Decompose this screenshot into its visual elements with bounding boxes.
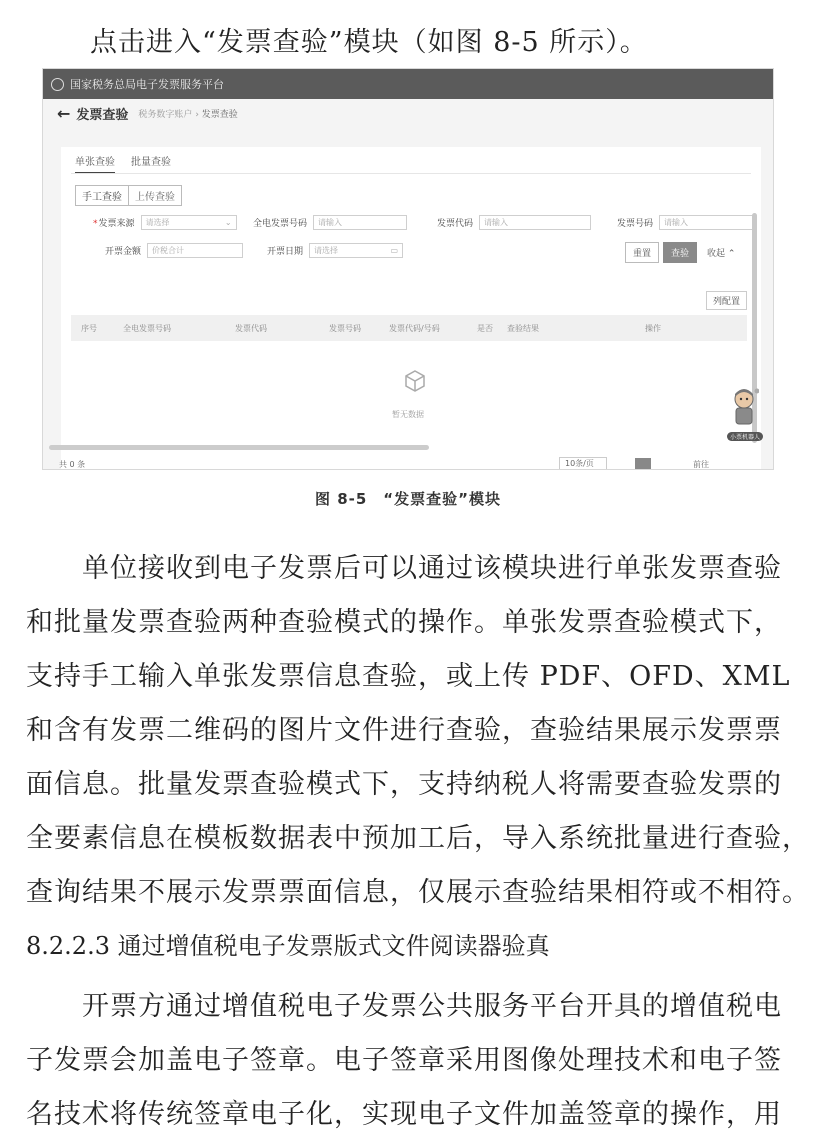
amount-input[interactable]: 价税合计 (147, 243, 243, 258)
mode-tabs (75, 153, 171, 174)
required-mark: * (93, 219, 98, 229)
source-label: 发票来源 (98, 219, 135, 229)
platform-title: 国家税务总局电子发票服务平台 (70, 78, 224, 91)
platform-logo-icon (51, 78, 64, 91)
paragraph-line: 面信息。批量发票查验模式下，支持纳税人将需要查验发票的 (26, 769, 782, 800)
invoice-code-field (437, 215, 591, 230)
column-header: 发票号码 (329, 324, 361, 333)
empty-state-text: 暂无数据 (392, 410, 424, 419)
date-field (267, 243, 403, 258)
paragraph-line: 和批量发票查验两种查验模式的操作。单张发票查验模式下， (26, 607, 782, 638)
paragraph-line: 名技术将传统签章电子化，实现电子文件加盖签章的操作，用 (26, 1099, 782, 1130)
column-settings-button[interactable]: 列配置 (706, 291, 747, 310)
breadcrumb-root[interactable]: 税务数字账户 (138, 109, 193, 120)
horizontal-scrollbar[interactable] (49, 445, 429, 450)
invoice-no-label: 发票号码 (617, 219, 654, 229)
amount-label: 开票金额 (105, 247, 142, 257)
page-title: 发票查验 (76, 107, 129, 123)
source-field (93, 215, 237, 230)
column-header: 发票代码/号码 (389, 324, 440, 333)
table-header (71, 315, 747, 341)
invoice-no-input[interactable]: 请输入 (659, 215, 753, 230)
collapse-toggle[interactable]: 收起 ⌃ (707, 249, 736, 259)
column-header: 发票代码 (235, 324, 267, 333)
section-heading: 8.2.2.3 通过增值税电子发票版式文件阅读器验真 (26, 932, 550, 960)
column-header: 序号 (81, 324, 97, 333)
reset-button[interactable]: 重置 (625, 242, 659, 263)
paragraph-line: 子发票会加盖电子签章。电子签章采用图像处理技术和电子签 (26, 1045, 782, 1076)
figure-caption: 图 8-5 “发票查验”模块 (314, 490, 502, 508)
breadcrumb-separator-icon: › (195, 109, 202, 120)
page-size-label: 10条/页 (565, 459, 594, 468)
tab-divider (71, 173, 751, 174)
calendar-icon: ▭ (390, 246, 399, 255)
back-arrow-icon[interactable]: ← (57, 103, 71, 123)
invoice-code-input[interactable]: 请输入 (479, 215, 591, 230)
page-number-button[interactable] (635, 458, 651, 469)
input-subtabs (75, 185, 182, 206)
verification-panel (61, 147, 761, 469)
invoice-code-label: 发票代码 (437, 219, 474, 229)
paragraph-line: 查询结果不展示发票票面信息，仅展示查验结果相符或不相符。 (26, 877, 810, 908)
breadcrumb-current: 发票查验 (201, 109, 238, 120)
paragraph-line: 开票方通过增值税电子发票公共服务平台开具的增值税电 (82, 991, 782, 1022)
chevron-up-icon: ⌃ (727, 249, 736, 259)
invoice-verification-screenshot (42, 68, 774, 470)
page-header (43, 99, 773, 127)
assistant-label[interactable]: 小票机器人 (727, 432, 763, 441)
tab-single[interactable]: 单张查验 (75, 153, 115, 174)
column-header: 操作 (645, 324, 661, 333)
empty-box-icon (403, 369, 427, 393)
robot-assistant-icon[interactable] (729, 387, 759, 431)
pager-goto: 前往 (693, 460, 709, 469)
paragraph-line: 全要素信息在模板数据表中预加工后，导入系统批量进行查验， (26, 823, 810, 854)
paragraph-line: 支持手工输入单张发票信息查验，或上传 PDF、OFD、XML (26, 661, 791, 692)
pager-total: 共 0 条 (59, 460, 86, 469)
subtab-manual[interactable]: 手工查验 (75, 185, 129, 206)
platform-header (43, 69, 773, 99)
full-invoice-no-label: 全电发票号码 (253, 219, 308, 229)
subtab-upload[interactable]: 上传查验 (129, 185, 182, 206)
paragraph-line: 单位接收到电子发票后可以通过该模块进行单张发票查验 (82, 553, 782, 584)
date-picker[interactable]: 请选择 ▭ (309, 243, 403, 258)
source-select[interactable]: 请选择 ⌄ (141, 215, 237, 230)
breadcrumb (138, 107, 237, 120)
tab-batch[interactable]: 批量查验 (131, 157, 171, 168)
column-header: 是否 (477, 324, 493, 333)
invoice-no-field (617, 215, 753, 230)
amount-field (105, 243, 243, 258)
full-invoice-no-input[interactable]: 请输入 (313, 215, 407, 230)
column-header: 查验结果 (507, 324, 539, 333)
paragraph-line: 和含有发票二维码的图片文件进行查验，查验结果展示发票票 (26, 715, 782, 746)
chevron-down-icon: ⌄ (224, 218, 232, 227)
intro-text: 点击进入“发票查验”模块（如图 8-5 所示）。 (90, 27, 648, 58)
full-invoice-no-field (253, 215, 407, 230)
column-header: 全电发票号码 (123, 324, 171, 333)
query-button[interactable]: 查验 (663, 242, 697, 263)
date-label: 开票日期 (267, 247, 304, 257)
